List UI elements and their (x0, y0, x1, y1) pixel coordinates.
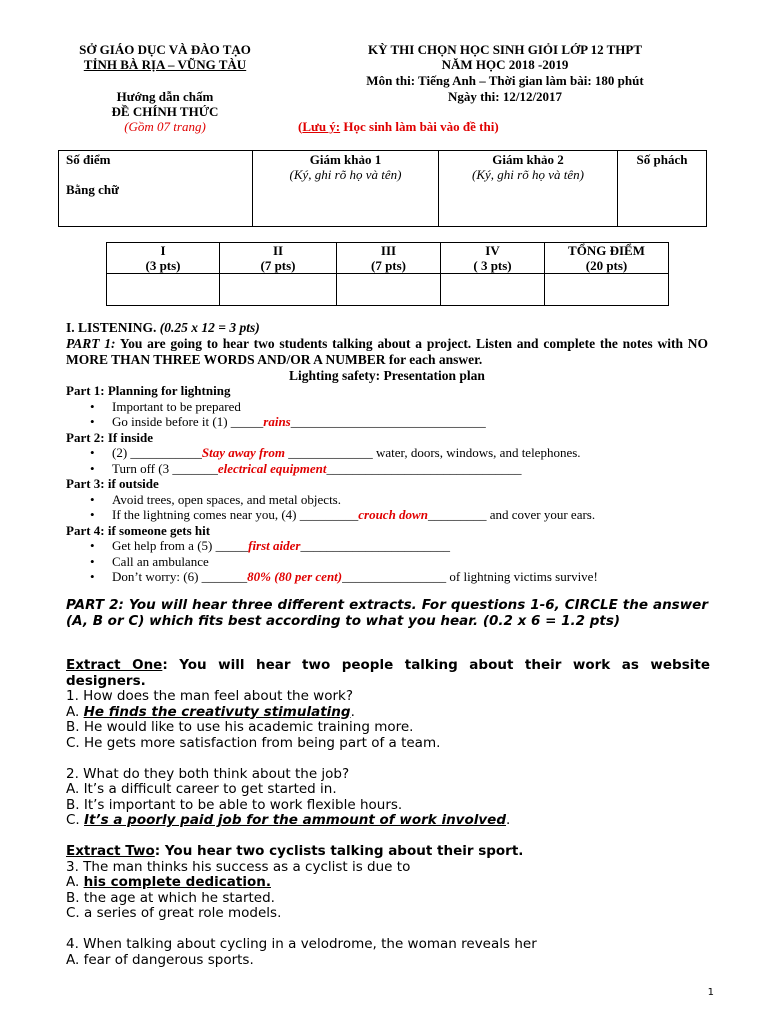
part1-list (66, 399, 716, 430)
q3-option-c[interactable]: C. a series of great role models. (66, 905, 282, 921)
answer-3: electrical equipment (217, 460, 327, 476)
answer-2: Stay away from (201, 445, 285, 460)
points-header-4: IV ( 3 pts) (441, 243, 545, 274)
part2-instructions: PART 2: You will hear three different extracts. For questions 1-6, CIRCLE the answer (A, B or C) which fits best according to what you hear. (0.2 x 6 = 1.2 pts) (66, 597, 708, 629)
answer-4: crouch down (358, 507, 428, 522)
exam-title: KỲ THI CHỌN HỌC SINH GIỎI LỚP 12 THPT (367, 42, 642, 57)
points-cell-1[interactable] (107, 274, 220, 306)
points-header-2: II (7 pts) (220, 243, 337, 274)
list-item: • Important to be prepared (66, 399, 716, 415)
examiner1-sub: (Ký, ghi rõ họ và tên) (289, 167, 402, 182)
points-cell-4[interactable] (441, 274, 545, 306)
list-item: • Avoid trees, open spaces, and metal objects. (66, 492, 716, 508)
question-1: 1. How does the man feel about the work? (66, 688, 354, 704)
list-item: • Get help from a (5) _____first aider_______________________ (66, 538, 716, 554)
q3-option-b[interactable]: B. the age at which he started. (66, 889, 275, 906)
department-name: SỞ GIÁO DỤC VÀ ĐÀO TẠO (79, 42, 251, 57)
score-cell[interactable] (59, 151, 253, 227)
part4-list (66, 538, 716, 585)
list-item: • Call an ambulance (66, 554, 716, 570)
part1-heading: Part 1: Planning for lightning (66, 383, 231, 398)
q1-option-a[interactable]: A. He finds the creativuty stimulating. (66, 703, 355, 720)
points-header-total: TỔNG ĐIỂM (20 pts) (545, 243, 669, 274)
score-words-label: Bằng chữ (66, 182, 119, 197)
part3-heading: Part 3: if outside (66, 476, 159, 491)
official-label: ĐỀ CHÍNH THỨC (111, 104, 219, 119)
extract2-heading: Extract Two: You hear two cyclists talking about their sport. (66, 843, 524, 859)
examiner1-cell[interactable] (253, 151, 439, 227)
q2-option-c[interactable]: C. It’s a poorly paid job for the ammount of work involved. (66, 812, 511, 828)
listening-title: I. LISTENING. (0.25 x 12 = 3 pts) (66, 320, 260, 335)
list-item: • If the lightning comes near you, (4) _________crouch down_________ and cover your ears. (66, 507, 716, 523)
note-line: (Lưu ý: Học sinh làm bài vào đề thi) (298, 119, 499, 134)
q3-option-a[interactable]: A. his complete dedication. (66, 874, 271, 890)
q1-option-b[interactable]: B. He would like to use his academic training more. (66, 719, 414, 735)
extract1-heading: Extract One: You will hear two people talking about their work as website designers. (66, 657, 710, 689)
subject-line: Môn thi: Tiếng Anh – Thời gian làm bài: 180 phút (366, 73, 644, 88)
page-number: 1 (707, 987, 714, 998)
examiner1-label: Giám khảo 1 (309, 152, 382, 167)
examiner2-label: Giám khảo 2 (492, 152, 564, 167)
score-table (58, 150, 707, 227)
points-cell-total[interactable] (545, 274, 669, 306)
notes-body (66, 383, 716, 585)
question-4: 4. When talking about cycling in a velodrome, the woman reveals her (66, 936, 537, 952)
question-3: 3. The man thinks his success as a cyclist is due to (66, 858, 411, 875)
part1-instructions: PART 1: You are going to hear two students talking about a project. Listen and complete the notes with NO MORE THAN THREE WORDS AND/OR A NUMBER for each answer. (66, 336, 708, 367)
part2-heading: Part 2: If inside (66, 429, 154, 445)
answer-6: 80% (80 per cent) (247, 569, 343, 584)
answer-1: rains (263, 414, 291, 429)
score-label: Số điểm (66, 152, 111, 167)
code-label: Số phách (636, 152, 688, 167)
school-year: NĂM HỌC 2018 -2019 (441, 57, 569, 72)
province-name: TỈNH BÀ RỊA – VŨNG TÀU (83, 57, 247, 72)
part3-list (66, 492, 716, 523)
part2-questions (66, 658, 710, 968)
list-item: • Turn off (3 _______electrical equipment______________________________ (66, 461, 716, 477)
doc-kind: Hướng dẫn chấm (116, 89, 214, 104)
page-count: (Gồm 07 trang) (124, 119, 206, 134)
points-header-3: III (7 pts) (337, 243, 441, 274)
q2-option-a[interactable]: A. It’s a difficult career to get started in. (66, 781, 337, 797)
answer-5: first aider (248, 538, 301, 553)
points-table (106, 242, 669, 306)
code-cell[interactable] (618, 151, 707, 227)
exam-date: Ngày thi: 12/12/2017 (447, 89, 563, 104)
part2-list (66, 445, 716, 476)
q2-option-b[interactable]: B. It’s important to be able to work flexible hours. (66, 796, 403, 813)
list-item: • Don’t worry: (6) _______80% (80 per cent)________________ of lightning victims survive! (66, 569, 716, 585)
examiner2-cell[interactable] (439, 151, 618, 227)
list-item: • (2) ___________Stay away from _____________ water, doors, windows, and telephones. (66, 445, 716, 461)
points-cell-2[interactable] (220, 274, 337, 306)
list-item: • Go inside before it (1) _____rains______________________________ (66, 414, 716, 430)
notes-title: Lighting safety: Presentation plan (289, 368, 485, 383)
points-header-1: I (3 pts) (107, 243, 220, 274)
examiner2-sub: (Ký, ghi rõ họ và tên) (472, 167, 584, 182)
question-2: 2. What do they both think about the job? (66, 765, 350, 782)
part4-heading: Part 4: if someone gets hit (66, 522, 211, 538)
points-cell-3[interactable] (337, 274, 441, 306)
q1-option-c[interactable]: C. He gets more satisfaction from being part of a team. (66, 734, 441, 751)
q4-option-a[interactable]: A. fear of dangerous sports. (66, 951, 254, 968)
